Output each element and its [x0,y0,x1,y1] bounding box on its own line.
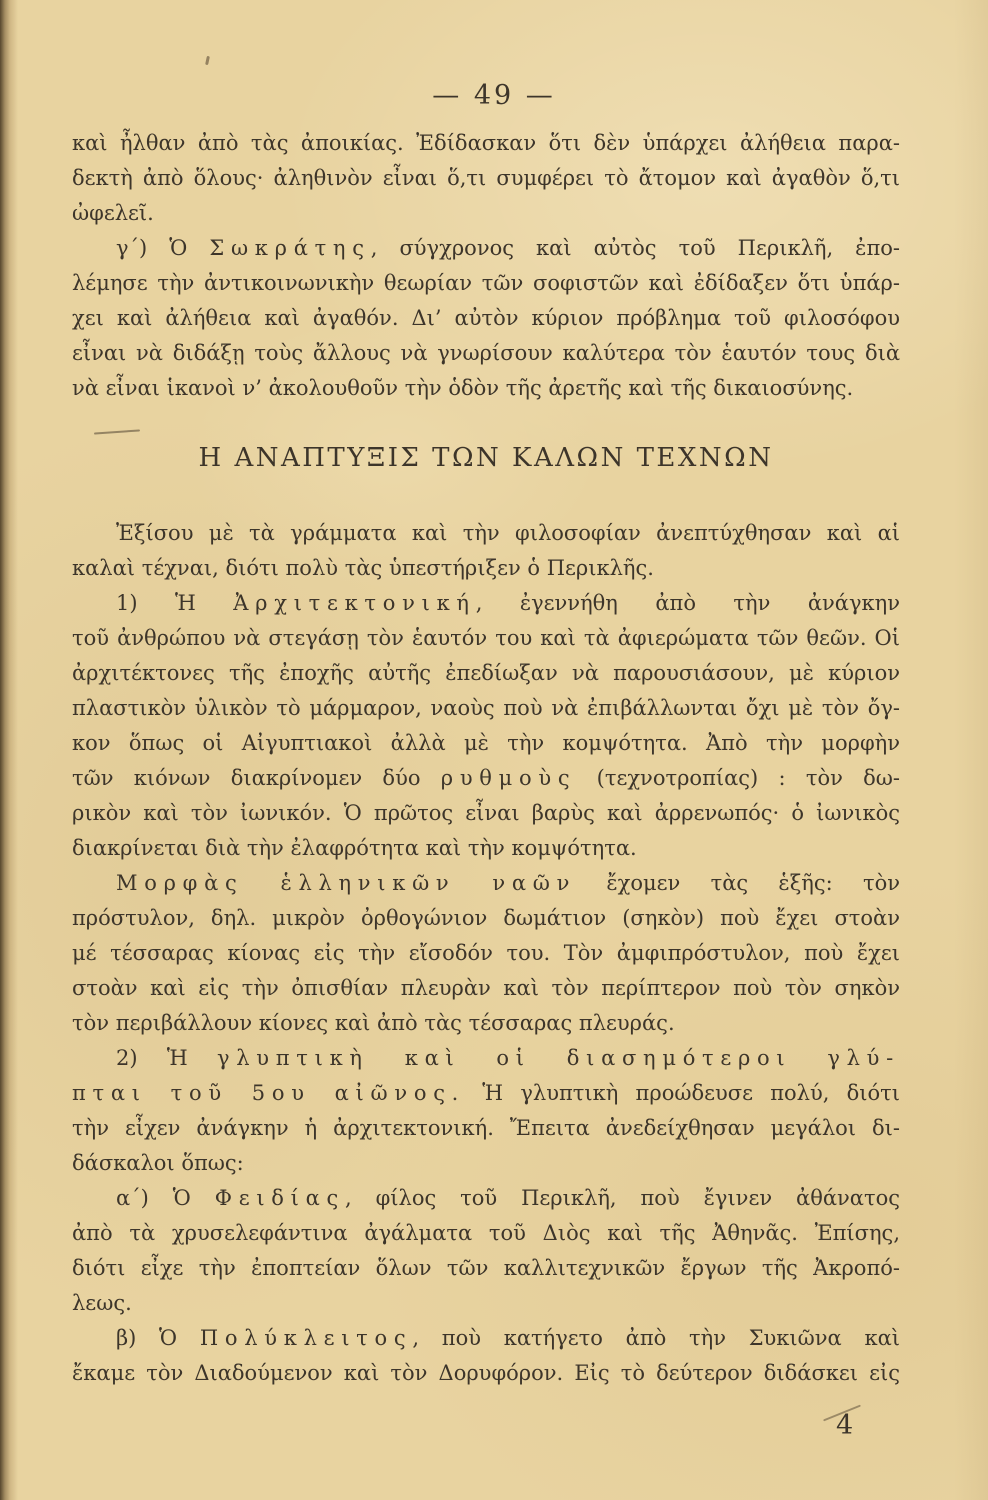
text-run: καὶ ἦλθαν ἀπὸ τὰς ἀποικίας. Ἐδίδασκαν ὅτι δὲν ὑπάρχει ἀλήθεια παρα- [72,131,900,155]
text-run: πρόστυλον, δηλ. μικρὸν ὀρθογώνιον δωμάτιον (σηκὸν) ποὺ ἔχει στοὰν [72,906,900,930]
text-line [72,1356,900,1391]
text-line [72,1216,900,1251]
text-run: λεως. [72,1291,132,1315]
page-spine-shadow [0,0,18,1500]
text-line [72,936,900,971]
text-run: (τεχνοτροπίας) : τὸν δω- [576,766,900,790]
text-run: β) Ὁ [116,1326,200,1350]
text-column [72,126,900,1391]
text-run: τῶν κιόνων διακρίνομεν δύο [72,766,441,790]
letterspaced-text: Μορφὰς ἑλληνικῶν ναῶν [116,871,577,895]
text-run: , φίλος τοῦ Περικλῆ, ποὺ ἔγινεν ἀθάνατος [344,1186,900,1210]
text-run: γ΄) Ὁ [116,236,210,260]
text-line [72,1041,900,1076]
text-run: 1) Ἡ [116,591,234,615]
text-line [72,796,900,831]
page-number: — 49 — [432,80,556,111]
text-line [72,1251,900,1286]
text-run: δεκτὴ ἀπὸ ὅλους· ἀληθινὸν εἶναι ὅ,τι συμφέρει τὸ ἄτομον καὶ ἀγαθὸν ὅ,τι [72,166,900,190]
text-run: , ποὺ κατήγετο ἀπὸ τὴν Συκιῶνα καὶ [412,1326,901,1350]
text-line [72,196,900,231]
text-line [72,1146,900,1181]
letterspaced-text: Σωκράτης [209,236,371,260]
section-fine-arts [72,516,900,1391]
text-line [72,656,900,691]
scan-artifact-speck [205,56,210,65]
text-run: Ἡ γλυπτικὴ προώδευσε πολύ, διότι [465,1081,900,1105]
text-run: τὴν εἶχεν ἀνάγκην ἡ ἀρχιτεκτονική. Ἔπειτα ἀνεδείχθησαν μεγάλοι δι- [72,1116,900,1140]
text-run: δάσκαλοι ὅπως: [72,1151,244,1175]
text-line [72,1321,900,1356]
text-run: ὠφελεῖ. [72,201,154,225]
text-line [72,1006,900,1041]
text-run: , ἐγεννήθη ἀπὸ τὴν ἀνάγκην [475,591,900,615]
text-run: χει καὶ ἀλήθεια καὶ ἀγαθόν. Δι’ αὐτὸν κύριον πρόβλημα τοῦ φιλοσόφου [72,306,900,330]
text-run: ἔχομεν τὰς ἑξῆς: τὸν [576,871,900,895]
text-line [72,726,900,761]
text-run: εἶναι νὰ διδάξῃ τοὺς ἄλλους νὰ γνωρίσουν καλύτερα τὸν ἑαυτόν τους διὰ [72,341,900,365]
text-run: τοῦ ἀνθρώπου νὰ στεγάσῃ τὸν ἑαυτόν του καὶ τὰ ἀφιερώματα τῶν θεῶν. Οἱ [72,626,900,650]
signature-mark: 4 [836,1410,854,1441]
text-run: α΄) Ὁ [116,1186,215,1210]
text-run: τὸν περιβάλλουν κίονες καὶ ἀπὸ τὰς τέσσαρας πλευράς. [72,1011,675,1035]
letterspaced-text: γλυπτικὴ καὶ οἱ διασημότεροι γλύ- [216,1046,900,1070]
text-run: διακρίνεται διὰ τὴν ἐλαφρότητα καὶ τὴν κομψότητα. [72,836,637,860]
text-line [72,761,900,796]
letterspaced-text: Πολύκλειτος [199,1326,413,1350]
text-line [72,831,900,866]
text-run: καλαὶ τέχναι, διότι πολὺ τὰς ὑπεστήριξεν ὁ Περικλῆς. [72,556,654,580]
text-line [72,126,900,161]
text-run: , σύγχρονος καὶ αὐτὸς τοῦ Περικλῆ, ἐπο- [370,236,900,260]
text-run: κον ὅπως οἱ Αἰγυπτιακοὶ ἀλλὰ μὲ τὴν κομψότητα. Ἀπὸ τὴν μορφὴν [72,731,900,755]
text-run: ἔκαμε τὸν Διαδούμενον καὶ τὸν Δορυφόρον. Εἰς τὸ δεύτερον διδάσκει εἰς [72,1361,900,1385]
text-run: πλαστικὸν ὑλικὸν τὸ μάρμαρον, ναοὺς ποὺ νὰ ἐπιβάλλωνται ὄχι μὲ τὸν ὄγ- [72,696,900,720]
text-run: ἀρχιτέκτονες τῆς ἐποχῆς αὐτῆς ἐπεδίωξαν νὰ παρουσιάσουν, μὲ κύριον [72,661,900,685]
text-line [72,301,900,336]
text-line [72,691,900,726]
text-run: 2) Ἡ [116,1046,217,1070]
text-line [72,1286,900,1321]
text-run: ρικὸν καὶ τὸν ἰωνικόν. Ὁ πρῶτος εἶναι βαρὺς καὶ ἀρρενωπός· ὁ ἰωνικὸς [72,801,900,825]
text-line [72,1076,900,1111]
text-line [72,266,900,301]
text-line [72,1181,900,1216]
text-line [72,621,900,656]
text-line [72,901,900,936]
text-line [72,516,900,551]
text-line [72,161,900,196]
text-line [72,586,900,621]
section-heading: Η ΑΝΑΠΤΥΞΙΣ ΤΩΝ ΚΑΛΩΝ ΤΕΧΝΩΝ [198,443,774,473]
letterspaced-text: Φειδίας [214,1186,345,1210]
letterspaced-text: Ἀρχιτεκτονική [233,591,476,615]
text-run: στοὰν καὶ εἰς τὴν ὀπισθίαν πλευρὰν καὶ τὸν περίπτερον ποὺ τὸν σηκὸν [72,976,900,1000]
text-run: Ἐξίσου μὲ τὰ γράμματα καὶ τὴν φιλοσοφίαν ἀνεπτύχθησαν καὶ αἱ [116,521,900,545]
paragraph-sophists-and-socrates [72,126,900,406]
text-run: λέμησε τὴν ἀντικοινωνικὴν θεωρίαν τῶν σοφιστῶν καὶ ἐδίδαξεν ὅτι ὑπάρ- [72,271,900,295]
text-run: μέ τέσσαρας κίονας εἰς τὴν εἴσοδόν του. Τὸν ἀμφιπρόστυλον, ποὺ ἔχει [72,941,900,965]
text-line [72,551,900,586]
text-run: νὰ εἶναι ἱκανοὶ ν’ ἀκολουθοῦν τὴν ὁδὸν τῆς ἀρετῆς καὶ τῆς δικαιοσύνης. [72,376,854,400]
text-line [72,971,900,1006]
text-line [72,866,900,901]
text-line [72,336,900,371]
text-line [72,231,900,266]
letterspaced-text: ρυθμοὺς [440,766,577,790]
text-run: ἀπὸ τὰ χρυσελεφάντινα ἀγάλματα τοῦ Διὸς καὶ τῆς Ἀθηνᾶς. Ἐπίσης, [72,1221,900,1245]
text-line [72,371,900,406]
letterspaced-text: πται τοῦ 5ου αἰῶνος. [72,1081,466,1105]
text-line [72,1111,900,1146]
text-run: διότι εἶχε τὴν ἐποπτείαν ὅλων τῶν καλλιτεχνικῶν ἔργων τῆς Ἀκροπό- [72,1256,900,1280]
